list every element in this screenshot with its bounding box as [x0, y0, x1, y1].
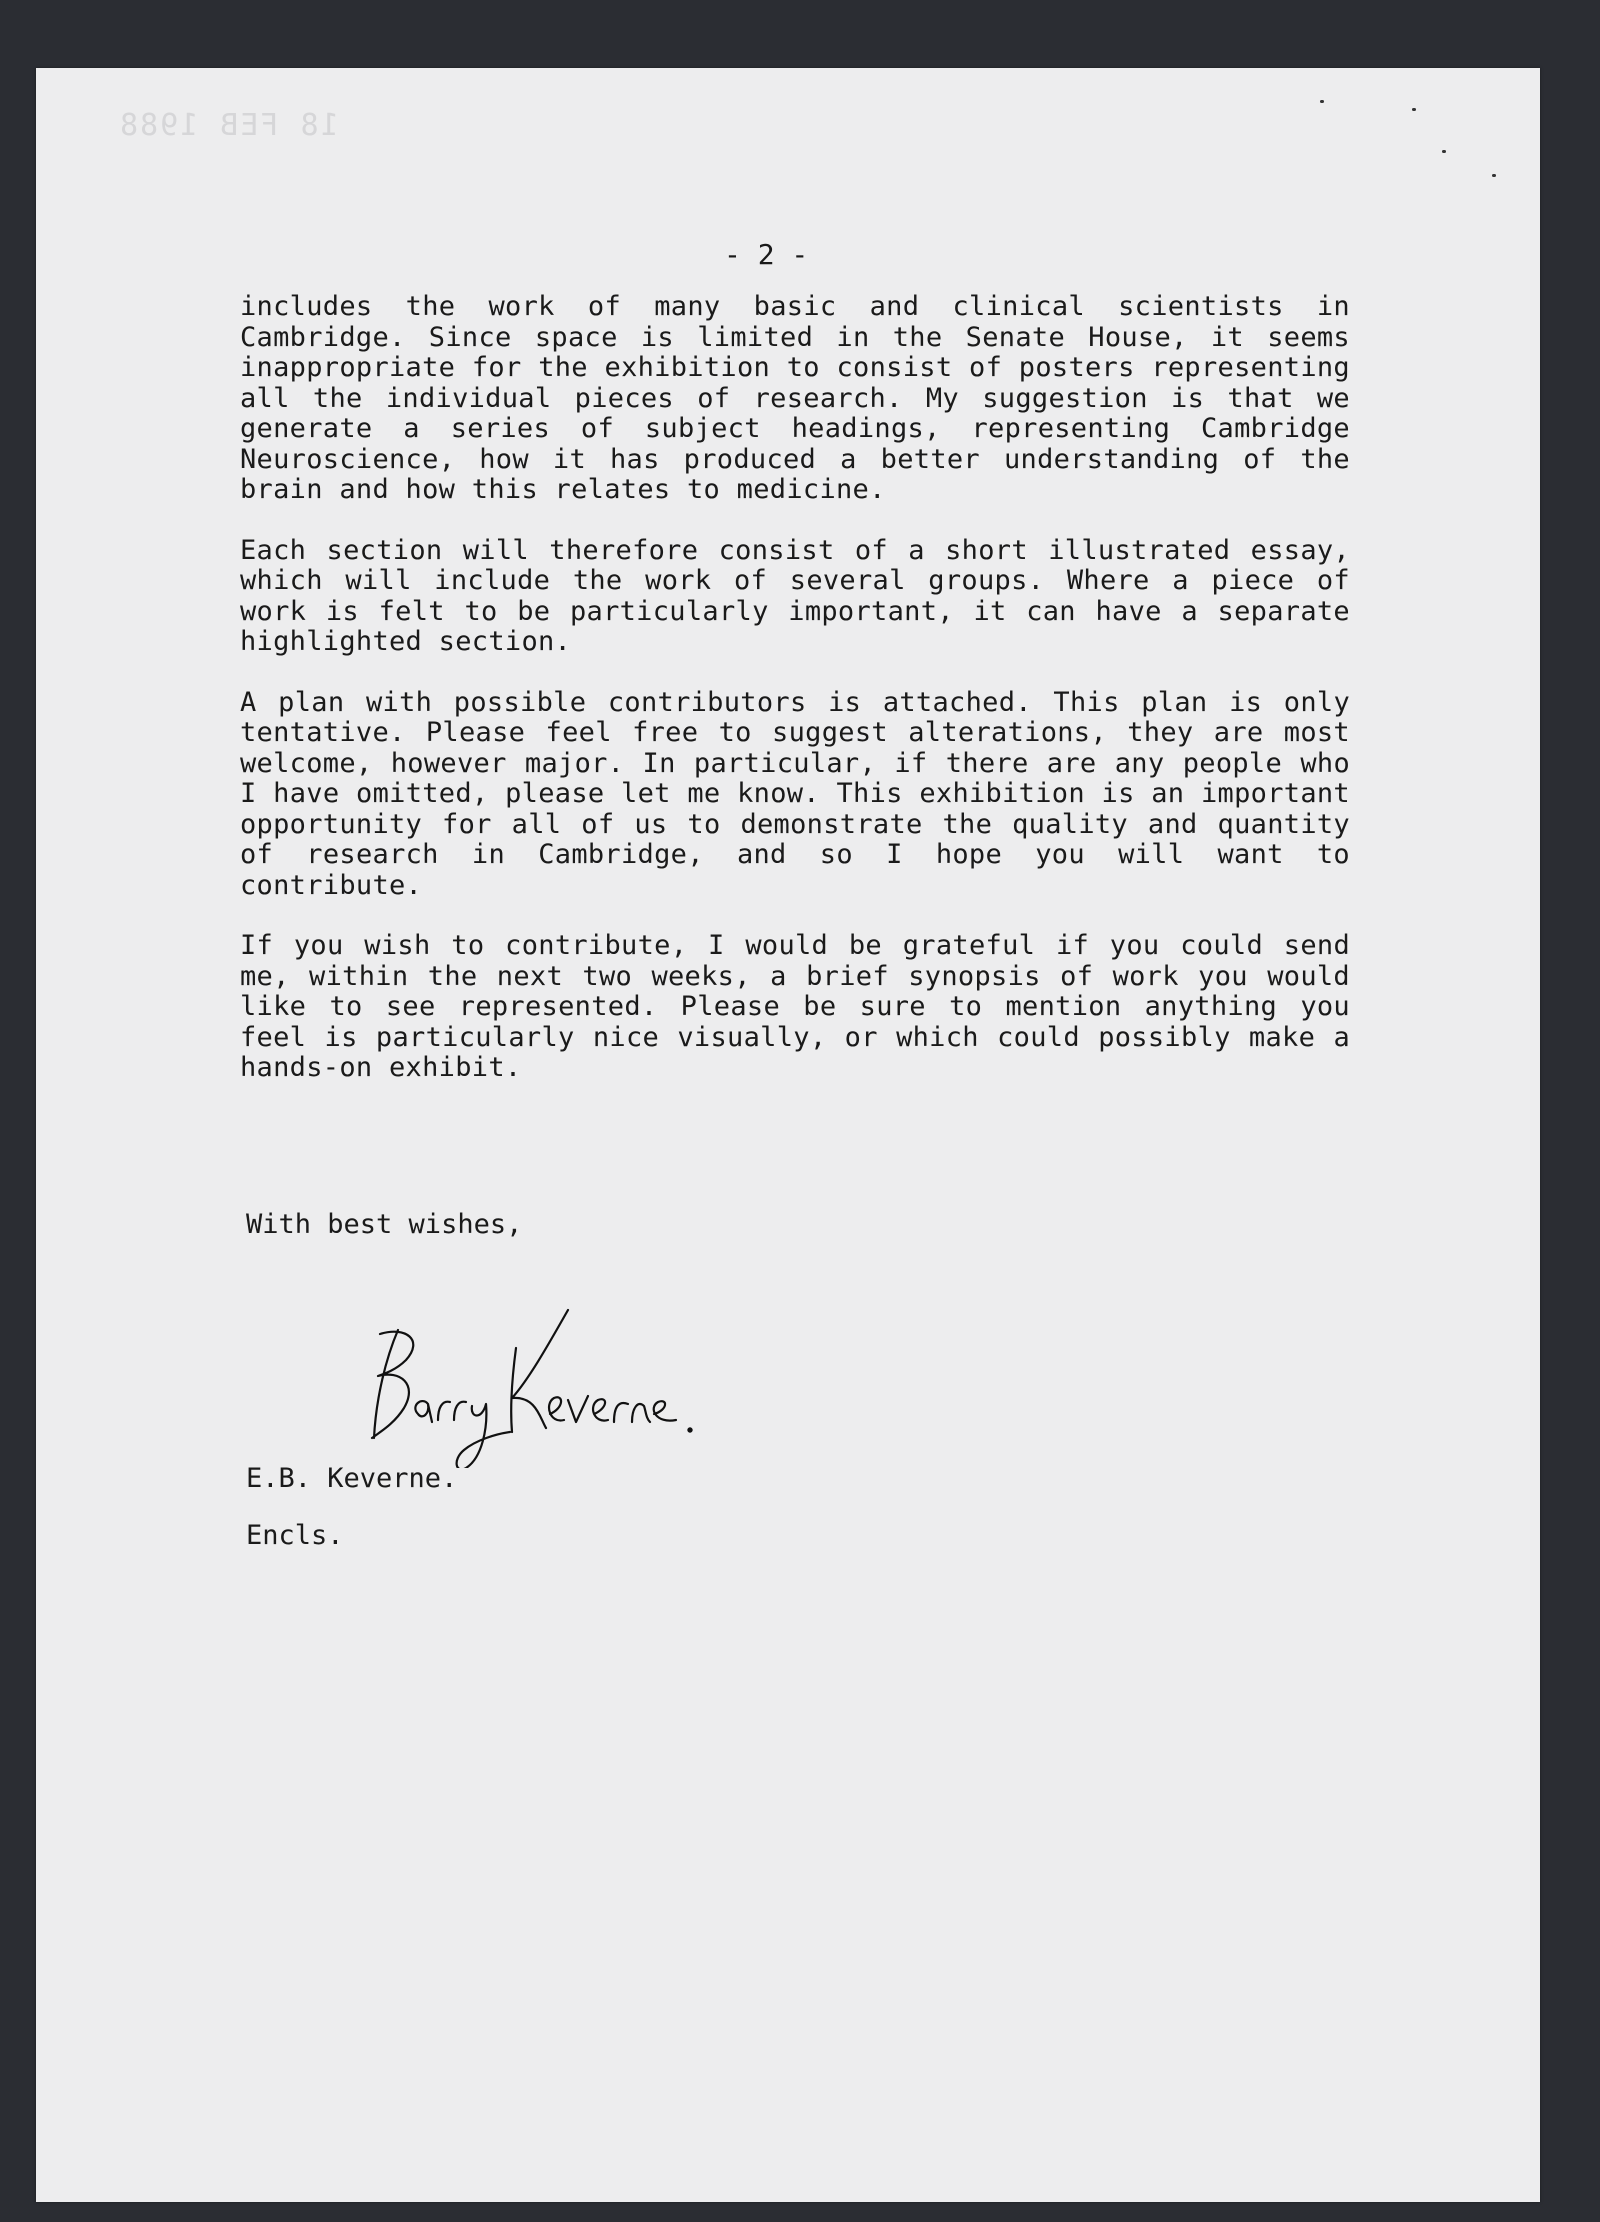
letter-page: [36, 68, 1540, 2202]
paragraph-2: Each section will therefore consist of a short illustrated essay, which will include the work of several groups. Where a piece of work is felt to be particularly important, it can have a separate highlighted section.: [240, 534, 1350, 657]
page-number: - 2 -: [724, 238, 809, 271]
paper-speck: [1320, 100, 1324, 103]
letter-body: [240, 292, 1350, 1114]
paper-speck: [1492, 174, 1496, 177]
paragraph-1: includes the work of many basic and clinical scientists in Cambridge. Since space is limited in the Senate House, it seems inappropriate for the exhibition to consist of posters representing all the individual pieces of research. My suggestion is that we generate a series of subject headings, representing Cambridge Neuroscience, how it has produced a better understanding of the brain and how this relates to medicine.: [240, 291, 1350, 505]
signature-drawing: [326, 1228, 726, 1468]
paper-speck: [1442, 150, 1446, 153]
handwritten-signature: [326, 1228, 726, 1468]
signatory-name: E.B. Keverne.: [246, 1463, 458, 1494]
closing-salutation: With best wishes,: [246, 1209, 523, 1240]
ghost-date-stamp: 18 FEB 1988: [118, 108, 339, 143]
paragraph-3: A plan with possible contributors is attached. This plan is only tentative. Please feel free to suggest alterations, they are most welcome, however major. In particular, if there are any people who I have omitted, please let me know. This exhibition is an important opportunity for all of us to demonstrate the quality and quantity of research in Cambridge, and so I hope you will want to contribute.: [240, 686, 1350, 901]
enclosures-note: Encls.: [246, 1520, 344, 1551]
paper-speck: [1412, 108, 1416, 111]
paragraph-4: If you wish to contribute, I would be grateful if you could send me, within the next two weeks, a brief synopsis of work you would like to see represented. Please be sure to mention anything you feel is particularly nice visually, or which could possibly make a hands-on exhibit.: [240, 930, 1350, 1083]
